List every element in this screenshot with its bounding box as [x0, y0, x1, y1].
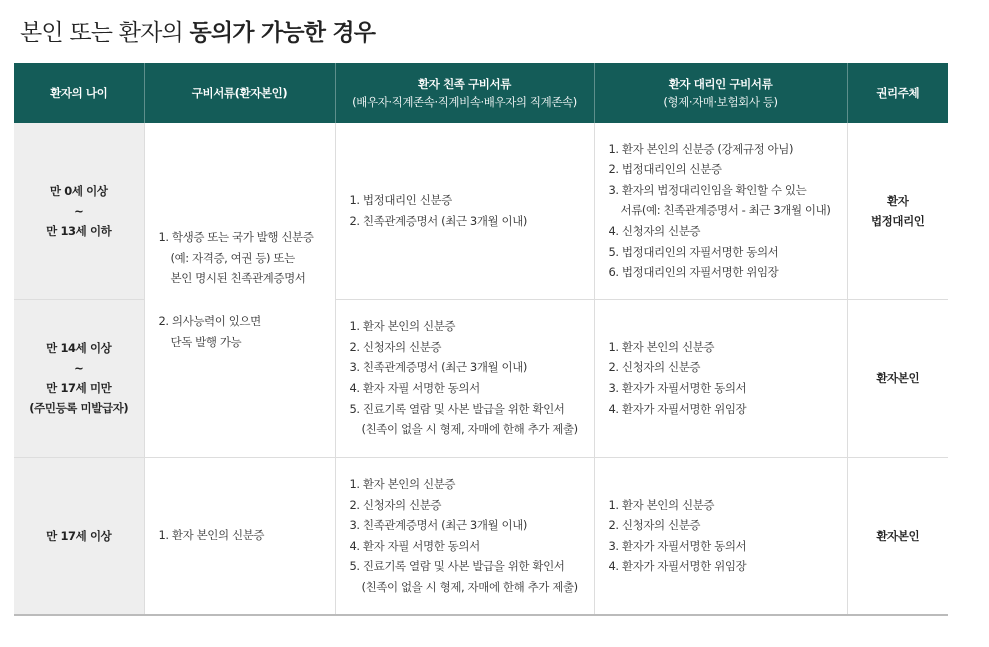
patient-docs-cell: 1. 환자 본인의 신분증: [144, 457, 335, 615]
patient-docs-cell: 1. 학생증 또는 국가 발행 신분증 (예: 자격증, 여권 등) 또는 본인 명시된 친족관계증명서 2. 의사능력이 있으면 단독 발행 가능: [144, 123, 335, 457]
header-family-docs: 환자 친족 구비서류 (배우자·직계존속·직계비속·배우자의 직계존속): [335, 63, 594, 123]
table-header: [14, 63, 948, 123]
title-bold: 동의가 가능한 경우: [189, 20, 376, 46]
age-cell: 만 17세 이상: [14, 457, 144, 615]
header-row: [14, 63, 948, 123]
table-row: [14, 123, 948, 299]
agent-docs-cell: 1. 환자 본인의 신분증 (강제규정 아님) 2. 법정대리인의 신분증 3. 환자의 법정대리인임을 확인할 수 있는 서류(예: 친족관계증명서 - 최근 3개월 이내) 4. 신청자의 신분증 5. 법정대리인의 자필서명한 동의서 6. 법정대리인의 자필서명한 위임장: [594, 123, 847, 299]
title-normal: 본인 또는 환자의: [20, 20, 190, 46]
family-docs-cell: 1. 환자 본인의 신분증 2. 신청자의 신분증 3. 친족관계증명서 (최근 3개월 이내) 4. 환자 자필 서명한 동의서 5. 진료기록 열람 및 사본 발급을 위한 확인서 (친족이 없을 시 형제, 자매에 한해 추가 제출): [335, 457, 594, 615]
rights-holder-cell: 환자본인: [847, 299, 948, 457]
agent-docs-cell: 1. 환자 본인의 신분증 2. 신청자의 신분증 3. 환자가 자필서명한 동의서 4. 환자가 자필서명한 위임장: [594, 457, 847, 615]
family-docs-cell: 1. 법정대리인 신분증 2. 친족관계증명서 (최근 3개월 이내): [335, 123, 594, 299]
header-agent-docs: 환자 대리인 구비서류 (형제·자매·보험회사 등): [594, 63, 847, 123]
header-patient-age: 환자의 나이: [14, 63, 144, 123]
rights-holder-cell: 환자 법정대리인: [847, 123, 948, 299]
page-title: [20, 14, 375, 47]
age-cell: 만 0세 이상 ~ 만 13세 이하: [14, 123, 144, 299]
consent-documents-table: [14, 63, 948, 616]
agent-docs-cell: 1. 환자 본인의 신분증 2. 신청자의 신분증 3. 환자가 자필서명한 동의서 4. 환자가 자필서명한 위임장: [594, 299, 847, 457]
family-docs-cell: 1. 환자 본인의 신분증 2. 신청자의 신분증 3. 친족관계증명서 (최근 3개월 이내) 4. 환자 자필 서명한 동의서 5. 진료기록 열람 및 사본 발급을 위한 확인서 (친족이 없을 시 형제, 자매에 한해 추가 제출): [335, 299, 594, 457]
header-rights-holder: 권리주체: [847, 63, 948, 123]
header-patient-docs: 구비서류(환자본인): [144, 63, 335, 123]
age-cell: 만 14세 이상 ~ 만 17세 미만 (주민등록 미발급자): [14, 299, 144, 457]
table-row: [14, 457, 948, 615]
rights-holder-cell: 환자본인: [847, 457, 948, 615]
